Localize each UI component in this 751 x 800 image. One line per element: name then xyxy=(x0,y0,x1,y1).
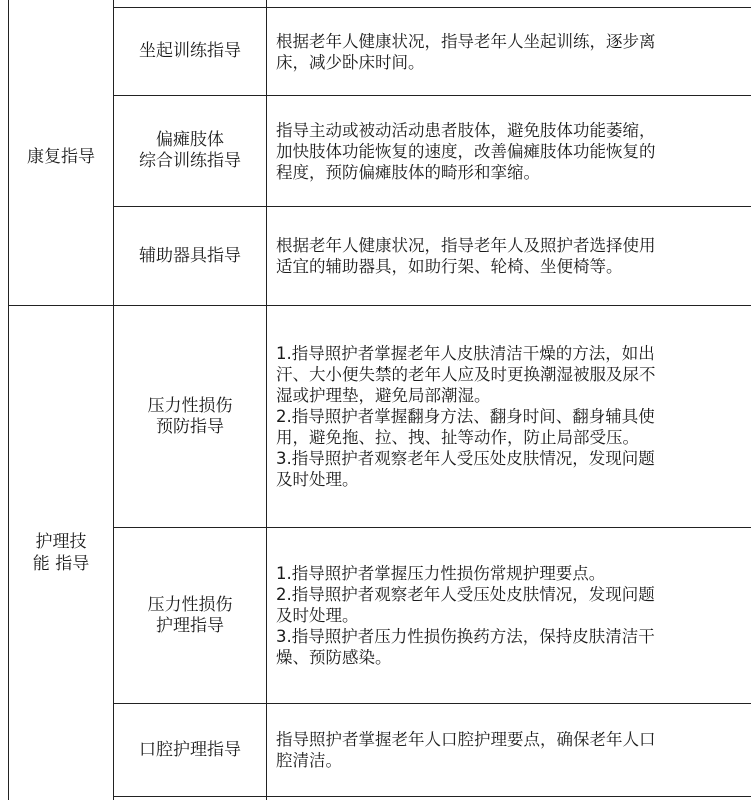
item-cell: 偏瘫肢体 综合训练指导 xyxy=(139,130,241,171)
description-cell: 指导照护者掌握老年人口腔护理要点，确保老年人口 腔清洁。 xyxy=(276,730,656,770)
item-cell: 口腔护理指导 xyxy=(139,739,241,760)
description-cell: 1.指导照护者掌握老年人皮肤清洁干燥的方法，如出 汗、大小便失禁的老年人应及时更换潮湿被服及尿不 湿或护理垫，避免局部潮湿。 2.指导照护者掌握翻身方法、翻身时间、翻身辅具使 用，避免拖、拉、拽、扯等动作，防止局部受压。 3.指导照护者观察老年人受压处皮肤情况，发现问题 及时处理。 xyxy=(276,344,656,489)
item-cell: 坐起训练指导 xyxy=(139,41,241,61)
category-cell-rehab: 康复指导 xyxy=(27,146,95,167)
description-cell: 根据老年人健康状况，指导老年人坐起训练，逐步离 床，减少卧床时间。 xyxy=(276,31,656,72)
item-cell: 辅助器具指导 xyxy=(139,245,241,266)
description-cell: 1.指导照护者掌握压力性损伤常规护理要点。 2.指导照护者观察老年人受压处皮肤情况，发现问题 及时处理。 3.指导照护者压力性损伤换药方法，保持皮肤清洁干 燥、预防感染。 xyxy=(276,564,655,667)
description-cell: 根据老年人健康状况，指导老年人及照护者选择使用 适宜的辅助器具，如助行架、轮椅、坐便椅等。 xyxy=(276,236,656,276)
row-divider xyxy=(113,796,751,797)
description-cell: 指导主动或被动活动患者肢体，避免肢体功能萎缩， 加快肢体功能恢复的速度，改善偏瘫肢体功能恢复的 程度，预防偏瘫肢体的畸形和挛缩。 xyxy=(276,120,656,182)
item-cell: 压力性损伤 护理指导 xyxy=(147,594,233,636)
category-cell-nursing: 护理技 能 指导 xyxy=(32,532,90,574)
item-cell: 压力性损伤 预防指导 xyxy=(147,395,233,437)
